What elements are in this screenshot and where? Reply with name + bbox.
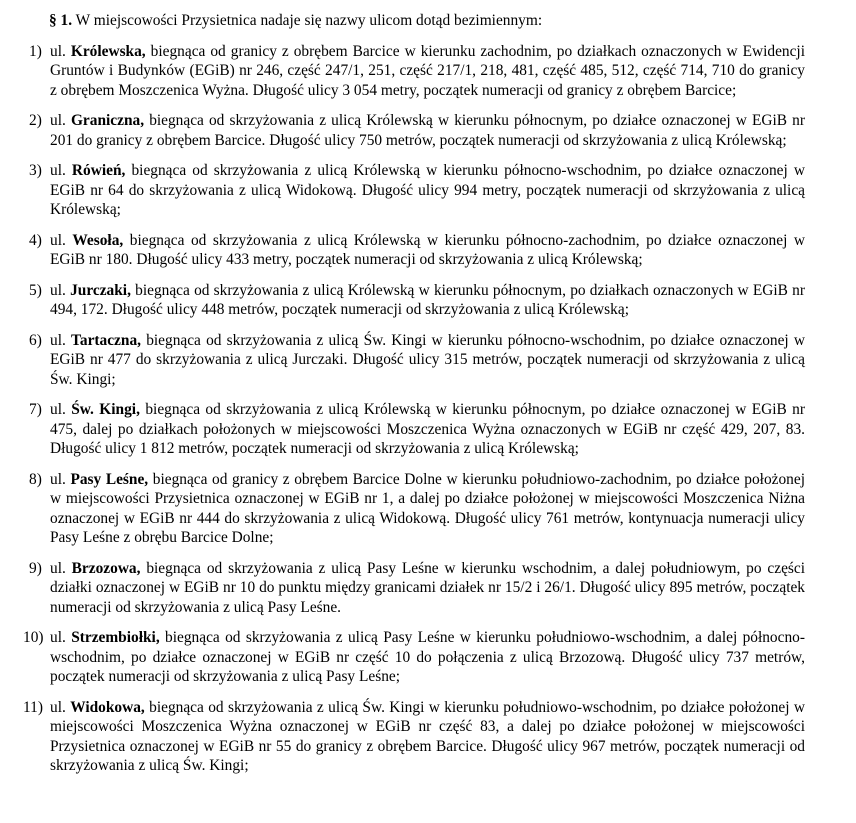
street-description: biegnąca od skrzyżowania z ulicą Św. Kingi w kierunku południowo-wschodnim, po działce położonej w miejscowości Moszczenica Wyżna oznaczonej w EGiB nr część 83, a dalej po działce położonej w miejscowości Przysietnica oznaczonej w EGiB nr 55 do granicy z obrębem Barcice. Długość ulicy 967 metrów, początek numeracji od skrzyżowania z ulicą Św. Kingi; (50, 698, 805, 774)
street-name: Jurczaki, (70, 281, 131, 299)
item-number: 10) (23, 629, 44, 646)
street-description: biegnąca od granicy z obrębem Barcice Dolne w kierunku południowo-zachodnim, po działce położonej w miejscowości Przysietnica oznaczonej w EGiB nr 1, a dalej po działce położonej w miejscowości Moszczenica Niżna oznaczonej w EGiB nr 444 do skrzyżowania z ulicą Widokową. Długość ulicy 761 metrów, kontynuacja numeracji ulicy Pasy Leśne z obrębu Barcice Dolne; (50, 470, 805, 546)
list-item (0, 281, 856, 320)
street-prefix: ul. (50, 281, 66, 299)
item-number: 8) (29, 470, 42, 488)
street-prefix: ul. (50, 162, 66, 179)
street-prefix: ul. (50, 112, 66, 129)
section-heading (0, 11, 856, 31)
street-description: biegnąca od skrzyżowania z ulicą Królewską w kierunku północnym, po działkach oznaczonych w EGiB nr 494, 172. Długość ulicy 448 metrów, początek numeracji od skrzyżowania z ulicą Królewską; (50, 281, 805, 318)
list-item (0, 698, 856, 776)
section-number: § 1. (49, 12, 73, 29)
street-name: Graniczna, (70, 112, 145, 129)
street-name: Pasy Leśne, (70, 470, 149, 488)
street-prefix: ul. (50, 401, 66, 418)
street-description: biegnąca od skrzyżowania z ulicą Królewską w kierunku północno-zachodnim, po działce oznaczonej w EGiB nr 180. Długość ulicy 433 metry, początek numeracji od skrzyżowania z ulicą Królewską; (50, 231, 805, 268)
item-number: 5) (29, 281, 42, 299)
item-number: 2) (29, 112, 42, 129)
street-prefix: ul. (50, 470, 66, 488)
item-number: 7) (29, 401, 42, 418)
item-number: 11) (23, 698, 43, 716)
street-name: Wesoła, (72, 231, 124, 249)
street-prefix: ul. (50, 559, 66, 577)
item-number: 9) (29, 559, 42, 577)
list-item (0, 628, 856, 687)
item-number: 1) (29, 42, 42, 60)
street-name: Brzozowa, (71, 559, 141, 577)
street-name: Strzembiołki, (71, 629, 160, 646)
street-description: biegnąca od skrzyżowania z ulicą Pasy Leśne w kierunku wschodnim, a dalej południowym, po części działki oznaczonej w EGiB nr 10 do punktu między granicami działek nr 15/2 i 26/1. Długość ulicy 895 metrów, początek numeracji od skrzyżowania z ulicą Pasy Leśne. (50, 559, 805, 616)
section-intro: W miejscowości Przysietnica nadaje się nazwy ulicom dotąd bezimiennym: (75, 12, 543, 29)
street-prefix: ul. (50, 629, 66, 646)
list-item (0, 231, 856, 270)
item-number: 3) (29, 162, 42, 179)
list-item (0, 400, 856, 459)
item-number: 6) (29, 331, 42, 349)
street-description: biegnąca od skrzyżowania z ulicą Królewską w kierunku północno-wschodnim, po działce oznaczonej w EGiB nr 64 do skrzyżowania z ulicą Widokową. Długość ulicy 994 metry, początek numeracji od skrzyżowania z ulicą Królewską; (50, 162, 805, 218)
street-prefix: ul. (50, 231, 66, 249)
street-name: Św. Kingi, (71, 401, 140, 418)
street-prefix: ul. (50, 42, 66, 60)
street-description: biegnąca od skrzyżowania z ulicą Pasy Leśne w kierunku południowo-wschodnim, a dalej północno-wschodnim, po działce oznaczonej w EGiB nr część 10 do połączenia z ulicą Brzozową. Długość ulicy 737 metrów, początek numeracji od skrzyżowania z ulicą Pasy Leśne; (50, 629, 805, 685)
street-prefix: ul. (50, 331, 66, 349)
list-item (0, 331, 856, 390)
list-item (0, 559, 856, 618)
list-item (0, 161, 856, 220)
list-item (0, 42, 856, 101)
street-description: biegnąca od granicy z obrębem Barcice w kierunku zachodnim, po działkach oznaczonych w Ewidencji Gruntów i Budynków (EGiB) nr 246, część 247/1, 251, część 217/1, 218, 481, część 485, 512, część 714, 710 do granicy z obrębem Moszczenica Wyżna. Długość ulicy 3 054 metry, początek numeracji od granicy z obrębem Barcice; (50, 42, 805, 99)
list-item (0, 470, 856, 548)
street-prefix: ul. (50, 698, 66, 716)
document-body (0, 11, 856, 787)
street-name: Rówień, (71, 162, 126, 179)
street-description: biegnąca od skrzyżowania z ulicą Św. Kingi w kierunku północno-wschodnim, po działce oznaczonej w EGiB nr 477 do skrzyżowania z ulicą Jurczaki. Długość ulicy 315 metrów, początek numeracji od skrzyżowania z ulicą Św. Kingi; (50, 331, 806, 388)
street-name: Tartaczna, (71, 331, 141, 349)
street-name: Widokowa, (70, 698, 145, 716)
list-item (0, 111, 856, 150)
street-name: Królewska, (70, 42, 146, 60)
street-description: biegnąca od skrzyżowania z ulicą Królewską w kierunku północnym, po działce oznaczonej w EGiB nr 475, dalej po działkach położonych w miejscowości Moszczenica Wyżna oznaczonych w EGiB nr część 429, 207, 83. Długość ulicy 1 812 metrów, początek numeracji od skrzyżowania z ulicą Królewską; (50, 401, 806, 457)
street-description: biegnąca od skrzyżowania z ulicą Królewską w kierunku północnym, po działce oznaczonej w EGiB nr 201 do granicy z obrębem Barcice. Długość ulicy 750 metrów, początek numeracji od skrzyżowania z ulicą Królewską; (50, 112, 805, 149)
item-number: 4) (29, 231, 42, 249)
